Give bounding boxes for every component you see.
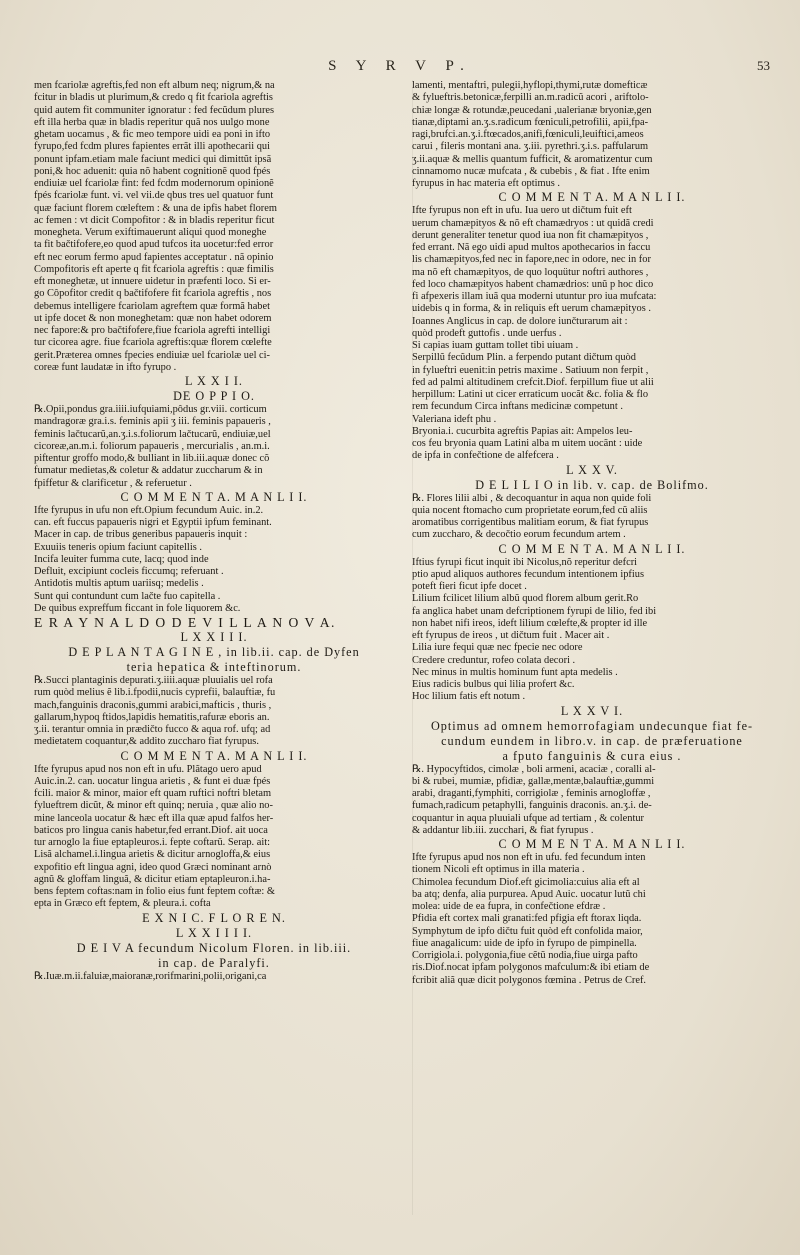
section-title: Optimus ad omnem hemorrofagiam undecunque fiat fe- <box>430 718 754 733</box>
commentary-line: Defluit, excipiunt cocleis ficcumq; referuant . <box>34 566 224 577</box>
text-line: gerit.Præterea omnes fpecies endiuiæ uel fcariolæ uel ci- <box>34 349 271 361</box>
commentary-line: Serpillũ fecũdum Plin. a ferpendo putant dičtum quòd <box>412 352 636 364</box>
text-line: fcitur in bladis ut plurimum,& credo q fit fcariola agreftis <box>34 92 273 104</box>
commentary-line: uerum chamæpityos & nõ eft chamædryos : ut quidã credi <box>412 217 654 229</box>
recipe-line: feminis lačtucarũ,an.ʒ.i.s.foliorum lačtucarũ, endiuiæ,uel <box>34 428 271 440</box>
commentary-line: ba atq; denfa, alia purpurea. Apud Auic. uocatur lutũ chi <box>412 888 646 900</box>
recipe-line: cum zuccharo, & decočtio eorum fecundum artem . <box>412 529 626 541</box>
recipe-line: lamenti, mentaftri, pulegii,hyflopi,thymi,rutæ domefticæ <box>412 80 648 91</box>
section-number: L X X I I I. <box>180 630 248 644</box>
text-line: men fcariolæ agreftis,fed non eft album neq; nigrum,& na <box>34 80 275 91</box>
commentary-line: fed ad palmi altitudinem crefcit.Diof. ferpillum fiue ut alii <box>412 376 654 388</box>
commentary-line: Ifte fyrupus apud nos non eft in ufu. Plãtago uero apud <box>34 763 262 775</box>
page-number: 53 <box>757 58 770 73</box>
recipe-line: quia nocent ftomacho cum proprietate eorum,fed cũ aliis <box>412 504 648 516</box>
recipe-line: ℞.Succi plantaginis depurati.ʒ.iiii.aquæ pluuialis uel rofa <box>34 675 273 686</box>
commentary-line: baticos pro lingua canis habetur,fed errant.Diof. ait uoca <box>34 824 268 836</box>
recipe-line: medietatem coquantur,& addito zuccharo fiat fyrupus. <box>34 736 259 748</box>
text-line: eft illa herba quæ in bladis reperitur quã nos uulgo mone <box>34 116 270 128</box>
commentary-line: lis chamæpityos,fed nec in fapore,nec in odore, nec in for <box>412 254 651 266</box>
commentary-line: Exuuiis teneris opium faciunt capitellis . <box>34 541 202 553</box>
commentary-line: fi afpexeris illam iuã qua moderni utuntur pro iua mufcata: <box>412 291 657 302</box>
commentary-line: Valeriana ideft phu . <box>412 413 497 425</box>
commentary-line: Hoc lilium fatis eft notum . <box>412 691 526 703</box>
commentary-line: tur arnoglo la fiue eptapleuros.i. fepte coftarũ. Serap. ait: <box>34 837 271 848</box>
section-subtitle: in cap. de Paralyfi. <box>158 955 270 970</box>
commentary-line: Ifte fyrupus apud nos non eft in ufu. fed fecundum inten <box>412 852 646 863</box>
author-heading: E R A Y N A L D O D E V I L L A N O V A. <box>34 615 336 630</box>
text-line: go Côpofitor credit q bačtifofere fit fcariola agreftis , nos <box>34 288 272 300</box>
text-columns <box>34 80 772 987</box>
commentary-line: fylueftrem dicũt, & minor eft quinq; neruia , quæ alio no- <box>34 800 273 812</box>
commentary-line: fa anglica habet unam defcriptionem fyrupi de lilio, fed ibi <box>412 605 657 617</box>
section-subtitle: cundum eundem in libro.v. in cap. de præferuatione <box>441 733 743 748</box>
text-line: endiuiæ uel fcariolæ fint: fed fcdm modernorum opinionẽ <box>34 178 274 189</box>
commentary-line: epta in Græco eft feptem, & pleura.i. cofta <box>34 898 211 910</box>
commentary-line: mine lanceola uocatur & hæc eft illa quæ apud falfos her- <box>34 812 274 824</box>
commentary-line: cos feu bryonia quam Latini alba m uitem uocãnt : uide <box>412 438 643 449</box>
recipe-line: & addantur lib.iii. zucchari, & fiat fyrupus . <box>412 824 594 836</box>
commentary-line: Macer in cap. de tribus generibus papaueris inquit : <box>34 529 248 541</box>
text-line: poni,& hoc aduenit: quia nõ habent cognitionẽ quod fpés <box>34 165 271 177</box>
commentary-line: Chimolea fecundum Diof.eft gicimolia:cuius alia eft al <box>412 876 640 888</box>
recipe-line: mandragoræ gra.i.s. feminis apii ʒ iii. feminis papaueris , <box>34 416 271 428</box>
commentary-line: fed loco chamæpityos habent chamædrios: unũ p hoc dico <box>412 278 654 290</box>
commentary-line: molea: uide de ea fupra, in confečtione efdræ . <box>412 901 606 912</box>
recipe-line: cinnamomo nucæ mufcata , & cubebis , & fiat . Ifte enim <box>412 165 650 177</box>
commentary-line: derunt generaliter tenetur quod iua non fit chamæpityos , <box>412 229 649 241</box>
section-number: L X X V I. <box>560 703 624 718</box>
commentary-line: De quibus expreffum ficcant in fole liquorem &c. <box>34 602 241 614</box>
commentary-line: in fylueftri euenit:in petris maxime . Satiuum non ferpit , <box>412 364 649 376</box>
recipe-line: fpiffetur & clarificetur , & referuetur . <box>34 477 192 489</box>
text-line: eft moneghetæ, ut innuere uidetur in præfenti loco. Si er- <box>34 276 271 287</box>
commentary-line: agnũ & gloffam linguã, & dicitur etiam eptapleuron.i.ha- <box>34 873 271 885</box>
text-line: debemus intelligere fcariolam agreftem quæ formã habet <box>34 300 271 312</box>
section-subtitle: teria hepatica & inteftinorum. <box>126 660 302 674</box>
commentary-line: fed errant. Nã ego uidi apud multos apothecarios in faccu <box>412 242 651 253</box>
commentary-line: Antidotis multis aptum uariisq; medelis . <box>34 578 204 590</box>
recipe-line: gallarum,hypoq ftidos,lapidis hematitis,rafuræ eboris an. <box>34 711 270 723</box>
commentary-line: herpillum: Latini ut cicer erraticum uocãt &c. folia & flo <box>412 389 649 400</box>
text-line: eft nec eorum fermo apud fapientes acceptatur . nã opinio <box>34 251 274 263</box>
commentary-line: Si capias iuam guttam tollet tibi uiuam . <box>412 340 579 351</box>
commentary-line: de ipfa in confečtione de alfefcera . <box>412 450 559 462</box>
commentary-heading: C O M M E N T A. M A N L I I. <box>498 837 686 851</box>
text-line: quæ faciunt florem cœleftem : & una de ipfis habet florem <box>34 202 277 214</box>
section-title: D E L I L I O in lib. v. cap. de Bolifmo. <box>475 477 709 492</box>
left-column <box>34 80 394 987</box>
recipe-line: piftentur groffo modo,& bulliant in lib.iii.aquæ donec cõ <box>34 453 270 464</box>
running-head <box>0 58 800 78</box>
recipe-line: tianæ,diptami an.ʒ.s.radicum fœniculi,petrofilii, apii,fpa- <box>412 116 649 128</box>
running-title: S Y R V P. <box>328 58 472 74</box>
commentary-line: Incifa leuiter fumma cute, lacq; quod inde <box>34 553 209 565</box>
commentary-line: Iftius fyrupi ficut inquit ibi Nicolus,nõ reperitur defcri <box>412 556 638 568</box>
recipe-line: & fylueftris.betonicæ,ferpilli an.m.radicũ acori , ariftolo- <box>412 92 649 104</box>
commentary-line: Auic.in.2. can. uocatur lingua arietis , & funt ei duæ fpés <box>34 775 271 787</box>
commentary-line: quòd prodeft guttofis . unde uerfus . <box>412 327 562 339</box>
commentary-line: expofitio eft lingua agni, ideo quod Græci nominant arnò <box>34 861 272 873</box>
recipe-line: bi & rubei, mumiæ, pfidiæ, gallæ,mentæ,balauftiæ,gummi <box>412 775 655 787</box>
text-line: ut ipfe docet & non moneghetam: quæ non habet odorem <box>34 312 272 324</box>
author-heading: E X N I C. F L O R E N. <box>142 910 286 925</box>
text-line: ponunt ipfam.etiam male faciunt medici qui dimittũt ipsã <box>34 153 272 165</box>
recipe-line: mach,fanguinis draconis,gummi arabici,mafticis , thuris , <box>34 699 272 711</box>
text-line: nec fapore:& pro bačtifofere,fiue fcariola agrefti intelligi <box>34 325 271 336</box>
section-title: D E P L A N T A G I N E , in lib.ii. cap. de Dyfen <box>68 645 360 659</box>
text-line: quid autem fit communiter ignoratur : fed fecũdum plures <box>34 104 275 116</box>
text-line: monegheta. Verum exiftimauerunt aliqui quod moneghe <box>34 227 267 238</box>
commentary-line: non habet nifi ireos, ideft lilium cœlefte,& propter id ille <box>412 617 648 629</box>
commentary-line: poteft fieri ficut ipfe docet . <box>412 581 527 592</box>
commentary-line: can. eft fuccus papaueris nigri et Egyptii ipfum feminant. <box>34 517 272 528</box>
commentary-line: Nec minus in multis hominum funt apta medelis . <box>412 666 618 678</box>
recipe-line: ℞. Flores lilii albi , & decoquantur in aqua non quide foli <box>412 492 652 504</box>
section-number: L X X I I I I. <box>175 925 253 940</box>
commentary-line: Lisã alchamel.i.lingua arietis & dicitur arnogloffa,& eius <box>34 849 271 861</box>
recipe-line: carui , fileris montani ana. ʒ.iii. pyrethri.ʒ.i.s. paffularum <box>412 141 649 153</box>
recipe-line: ℞.Iuæ.m.ii.faluiæ,maioranæ,rorifmarini,polii,origani,ca <box>34 970 267 982</box>
commentary-line: bens feptem coftas:nam in folio eius funt feptem coftæ: & <box>34 886 275 897</box>
commentary-line: rem fecundum Circa inftans medicinæ competunt . <box>412 401 623 413</box>
recipe-line: fumach,radicum petaphylli, fanguinis draconis. an.ʒ.i. de- <box>412 800 652 812</box>
commentary-line: Ifte fyrupus in ufu non eft.Opium fecundum Auic. in.2. <box>34 504 264 516</box>
right-column <box>412 80 772 987</box>
commentary-heading: C O M M E N T A. M A N L I I. <box>120 748 308 763</box>
text-line: ac femen : vt dicit Compofitor : & in bladis reperitur ficut <box>34 214 275 226</box>
commentary-line: Ifte fyrupus non eft in ufu. Iua uero ut dičtum fuit eft <box>412 205 632 217</box>
recipe-line: ragi,brufci.an.ʒ.i.ftœcados,anifi,fœniculi,leuiftici,ameos <box>412 129 644 140</box>
commentary-line: Sunt qui contundunt cum lačte fuo capitella . <box>34 590 221 602</box>
recipe-line: fyrupus in hac materia eft optimus . <box>412 178 561 189</box>
commentary-line: Bryonia.i. cucurbita agreftis Papias ait: Ampelos leu- <box>412 425 633 437</box>
text-line: Compofitoris eft aperte q fit fcariola agreftis : quæ fimilis <box>34 263 274 275</box>
text-line: coreæ funt laudatæ in ifto fyrupo . <box>34 361 177 373</box>
commentary-line: Eius radicis bulbus qui lilia profert &c. <box>412 679 575 690</box>
section-subtitle: a fputo fanguinis & cura eius . <box>502 748 682 763</box>
commentary-line: Symphytum de ipfo dičtu fuit quòd eft confolida maior, <box>412 925 643 937</box>
commentary-heading: C O M M E N T A. M A N L I I. <box>498 541 686 556</box>
section-title: DE O P P I O. <box>173 389 255 403</box>
recipe-line: coquantur in aqua pluuiali ufque ad tertiam , & colentur <box>412 812 644 824</box>
text-line: ghetam uocamus , & fic meo tempore uidi ea poni in ifto <box>34 129 271 140</box>
commentary-line: tionem Nicoli eft optimus in illa materia . <box>412 864 585 876</box>
commentary-line: fcili. maior & minor, maior eft quam ruftici noftri bletam <box>34 788 272 799</box>
commentary-heading: C O M M E N T A. M A N L I I. <box>498 190 686 205</box>
commentary-line: Pfidia eft cortex mali granati:fed pfigia eft ftorax liqda. <box>412 913 642 925</box>
commentary-line: ris.Diof.nocat ipfam polygonos mafculum:& ibi etiam de <box>412 962 650 974</box>
text-line: ta fit bačtifofere,eo quod apud tufcos ita uocetur:fed error <box>34 239 274 251</box>
commentary-line: Ioannes Anglicus in cap. de dolore iunčturarum ait : <box>412 315 628 327</box>
recipe-line: chiæ longæ & rotundæ,peucedani ,ualerianæ bryoniæ,gen <box>412 104 652 116</box>
commentary-line: eft fyrupus de ireos , ut dičtum fuit . Macer ait . <box>412 630 610 641</box>
text-line: fpés fcariolæ funt. vi. vel vii.de qbus tres uel quatuor funt <box>34 190 274 202</box>
commentary-line: fiue anagalicum: uide de ipfo in fyrupo de pimpinella. <box>412 937 637 949</box>
recipe-line: arabi, draganti,fymphiti, corrigiolæ , feminis arnogloffæ , <box>412 788 651 799</box>
text-line: fyrupo,fed fcdm plures fapientes errãt illi apothecarii qui <box>34 141 271 153</box>
recipe-line: aromatibus corrigentibus malitiam eorum, & fiat fyrupus <box>412 517 649 528</box>
recipe-line: fumatur medietas,& coletur & addatur zuccharum & in <box>34 465 263 477</box>
recipe-line: ʒ.ii.aquæ & mellis quantum fufficit, & aromatizentur cum <box>412 153 653 165</box>
commentary-line: Credere creduntur, rofeo colata decori . <box>412 654 576 666</box>
commentary-line: ma nõ eft chamæpityos, de quo loquütur noftri authores , <box>412 266 649 278</box>
recipe-line: ʒ.ii. terantur omnia in prædičto fucco & aqua rof. ufq; ad <box>34 724 271 735</box>
commentary-heading: C O M M E N T A. M A N L I I. <box>120 489 308 504</box>
commentary-line: Lilia iure fequi quæ nec fpecie nec odore <box>412 642 583 654</box>
text-line: tur cicorea agre. fiue fcariola agreftis:quæ florem cœlefte <box>34 337 272 349</box>
commentary-line: uidebis q in forma, & in reliquis eft uerum chamæpityos . <box>412 303 651 315</box>
recipe-line: ℞.Opii,pondus gra.iiii.iufquiami,pôdus gr.viii. corticum <box>34 404 267 415</box>
commentary-line: Lilium fcilicet lilium albũ quod florem album gerit.Ro <box>412 593 639 605</box>
recipe-line: cicoreæ,an.m.i. foliorum papaueris , mercurialis , an.m.i. <box>34 440 270 452</box>
section-number: L X X V. <box>566 462 618 477</box>
commentary-line: Corrigiola.i. polygonia,fiue cẽtũ nodia,fiue uirga pafto <box>412 950 638 961</box>
recipe-line: ℞. Hypocyftidos, cimolæ , boli armeni, acaciæ , coralli al- <box>412 763 656 775</box>
commentary-line: ptio apud aliquos authores fecundum intentionem ipfius <box>412 568 645 580</box>
section-title: D E I V A fecundum Nicolum Floren. in lib.iii. <box>76 940 352 955</box>
section-number: L X X I I. <box>185 374 243 388</box>
commentary-line: fcribit aliã quæ dicit polygonos fœmina . Petrus de Cref. <box>412 974 647 986</box>
recipe-line: rum quòd melius ẽ lib.i.fpodii,nucis cyprefii, balauftiæ, fu <box>34 687 276 699</box>
